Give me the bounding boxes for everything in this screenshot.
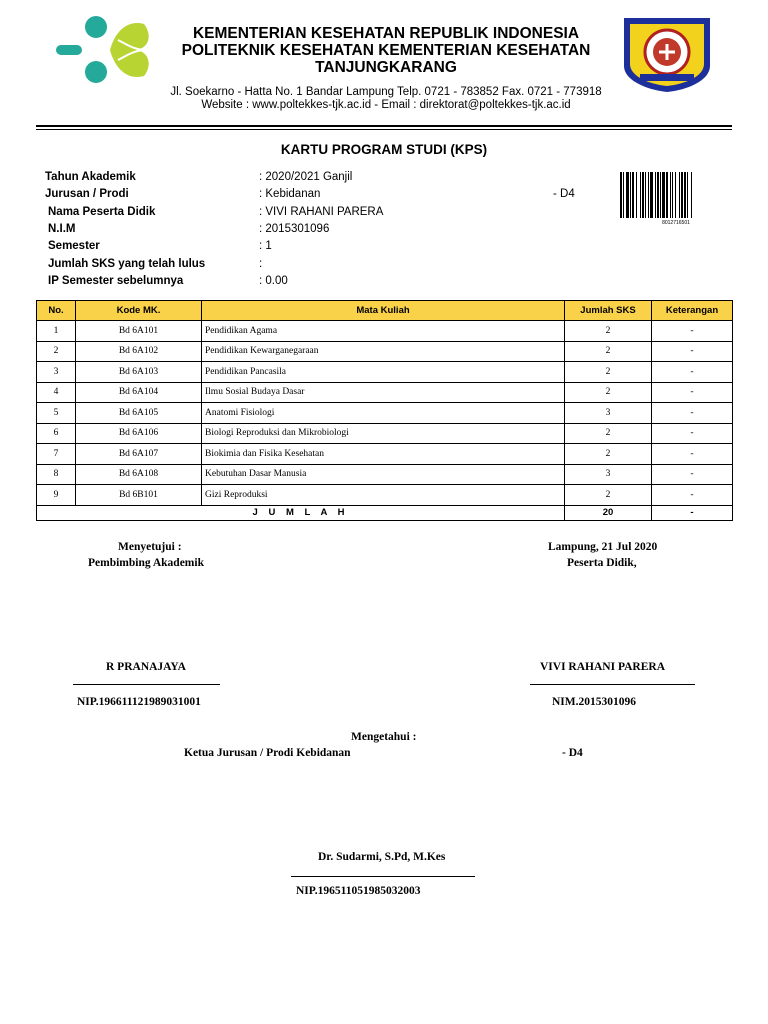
poltekkes-emblem-icon	[618, 14, 716, 94]
col-header-mata-kuliah: Mata Kuliah	[202, 301, 565, 321]
ketua-jenjang: - D4	[562, 747, 583, 759]
table-row	[37, 485, 733, 506]
cell-sks: 2	[565, 382, 652, 403]
cell-kode: Bd 6B101	[76, 485, 202, 506]
table-row	[37, 444, 733, 465]
table-row	[37, 464, 733, 485]
table-total-row	[37, 505, 733, 520]
ketua-nip: NIP.196511051985032003	[296, 885, 421, 897]
col-header-keterangan: Keterangan	[652, 301, 733, 321]
cell-keterangan: -	[652, 321, 733, 342]
ketua-name: Dr. Sudarmi, S.Pd, M.Kes	[318, 851, 446, 863]
student-name: VIVI RAHANI PARERA	[540, 661, 666, 673]
cell-keterangan: -	[652, 423, 733, 444]
total-label: J U M L A H	[37, 505, 565, 520]
cell-kode: Bd 6A106	[76, 423, 202, 444]
header-divider-thin	[36, 129, 732, 130]
tahun-akademik-label: Tahun Akademik	[45, 171, 136, 183]
cell-kode: Bd 6A101	[76, 321, 202, 342]
cell-keterangan: -	[652, 362, 733, 383]
header-city: TANJUNGKARANG	[315, 59, 457, 76]
cell-mata-kuliah: Kebutuhan Dasar Manusia	[202, 464, 565, 485]
course-table	[36, 300, 733, 521]
header-divider-thick	[36, 125, 732, 127]
cell-keterangan: -	[652, 403, 733, 424]
mengetahui-label: Mengetahui :	[351, 731, 417, 743]
jurusan-value: : Kebidanan	[259, 188, 321, 200]
table-row	[37, 341, 733, 362]
header-institution: POLITEKNIK KESEHATAN KEMENTERIAN KESEHATAN	[181, 42, 591, 59]
table-row	[37, 362, 733, 383]
table-header-row	[37, 301, 733, 321]
cell-sks: 2	[565, 485, 652, 506]
nama-label: Nama Peserta Didik	[48, 206, 156, 218]
ip-label: IP Semester sebelumnya	[48, 275, 184, 287]
table-row	[37, 403, 733, 424]
cell-sks: 3	[565, 464, 652, 485]
col-header-sks: Jumlah SKS	[565, 301, 652, 321]
ketua-label: Ketua Jurusan / Prodi Kebidanan	[184, 747, 351, 759]
header-website: Website : www.poltekkes-tjk.ac.id - Email : direktorat@poltekkes-tjk.ac.id	[201, 99, 571, 111]
cell-kode: Bd 6A103	[76, 362, 202, 383]
cell-kode: Bd 6A104	[76, 382, 202, 403]
pembimbing-label: Pembimbing Akademik	[88, 557, 204, 569]
cell-mata-kuliah: Pendidikan Pancasila	[202, 362, 565, 383]
cell-sks: 2	[565, 444, 652, 465]
cell-sks: 2	[565, 423, 652, 444]
cell-no: 5	[37, 403, 76, 424]
cell-no: 8	[37, 464, 76, 485]
barcode-number: 8012716501	[662, 220, 690, 226]
cell-kode: Bd 6A105	[76, 403, 202, 424]
cell-no: 4	[37, 382, 76, 403]
semester-value: : 1	[259, 240, 272, 252]
cell-no: 9	[37, 485, 76, 506]
cell-no: 7	[37, 444, 76, 465]
total-keterangan: -	[652, 505, 733, 520]
sks-lulus-value: :	[259, 258, 263, 270]
place-date: Lampung, 21 Jul 2020	[548, 541, 658, 553]
cell-mata-kuliah: Pendidikan Agama	[202, 321, 565, 342]
student-nim: NIM.2015301096	[552, 696, 637, 708]
nim-value: : 2015301096	[259, 223, 330, 235]
semester-label: Semester	[48, 240, 100, 252]
table-row	[37, 423, 733, 444]
cell-sks: 2	[565, 362, 652, 383]
cell-mata-kuliah: Ilmu Sosial Budaya Dasar	[202, 382, 565, 403]
cell-kode: Bd 6A102	[76, 341, 202, 362]
cell-kode: Bd 6A107	[76, 444, 202, 465]
table-row	[37, 382, 733, 403]
pa-nip: NIP.196611121989031001	[77, 696, 201, 708]
pa-name: R PRANAJAYA	[106, 661, 186, 673]
nim-label: N.I.M	[48, 223, 76, 235]
jenjang-value: - D4	[553, 188, 575, 200]
cell-keterangan: -	[652, 382, 733, 403]
cell-keterangan: -	[652, 485, 733, 506]
document-title: KARTU PROGRAM STUDI (KPS)	[280, 142, 488, 157]
total-sks: 20	[565, 505, 652, 520]
cell-kode: Bd 6A108	[76, 464, 202, 485]
table-row	[37, 321, 733, 342]
col-header-no: No.	[37, 301, 76, 321]
cell-no: 1	[37, 321, 76, 342]
cell-sks: 3	[565, 403, 652, 424]
cell-mata-kuliah: Pendidikan Kewarganegaraan	[202, 341, 565, 362]
sks-lulus-label: Jumlah SKS yang telah lulus	[48, 258, 206, 270]
header-address: Jl. Soekarno - Hatta No. 1 Bandar Lampung Telp. 0721 - 783852 Fax. 0721 - 773918	[170, 86, 602, 98]
barcode-icon	[620, 172, 732, 218]
cell-sks: 2	[565, 341, 652, 362]
kemenkes-logo-icon	[52, 14, 156, 86]
header-ministry: KEMENTERIAN KESEHATAN REPUBLIK INDONESIA	[192, 25, 580, 42]
menyetujui-label: Menyetujui :	[118, 541, 182, 553]
cell-sks: 2	[565, 321, 652, 342]
ketua-signature-line	[291, 876, 475, 877]
cell-mata-kuliah: Biologi Reproduksi dan Mikrobiologi	[202, 423, 565, 444]
student-signature-line	[530, 684, 695, 685]
pa-signature-line	[73, 684, 220, 685]
cell-mata-kuliah: Anatomi Fisiologi	[202, 403, 565, 424]
cell-keterangan: -	[652, 464, 733, 485]
col-header-kode: Kode MK.	[76, 301, 202, 321]
cell-keterangan: -	[652, 444, 733, 465]
nama-value: : VIVI RAHANI PARERA	[259, 206, 384, 218]
tahun-akademik-value: : 2020/2021 Ganjil	[259, 171, 353, 183]
cell-mata-kuliah: Gizi Reproduksi	[202, 485, 565, 506]
cell-no: 3	[37, 362, 76, 383]
cell-keterangan: -	[652, 341, 733, 362]
cell-no: 6	[37, 423, 76, 444]
ip-value: : 0.00	[259, 275, 288, 287]
cell-no: 2	[37, 341, 76, 362]
jurusan-label: Jurusan / Prodi	[45, 188, 129, 200]
peserta-label: Peserta Didik,	[567, 557, 637, 569]
cell-mata-kuliah: Biokimia dan Fisika Kesehatan	[202, 444, 565, 465]
